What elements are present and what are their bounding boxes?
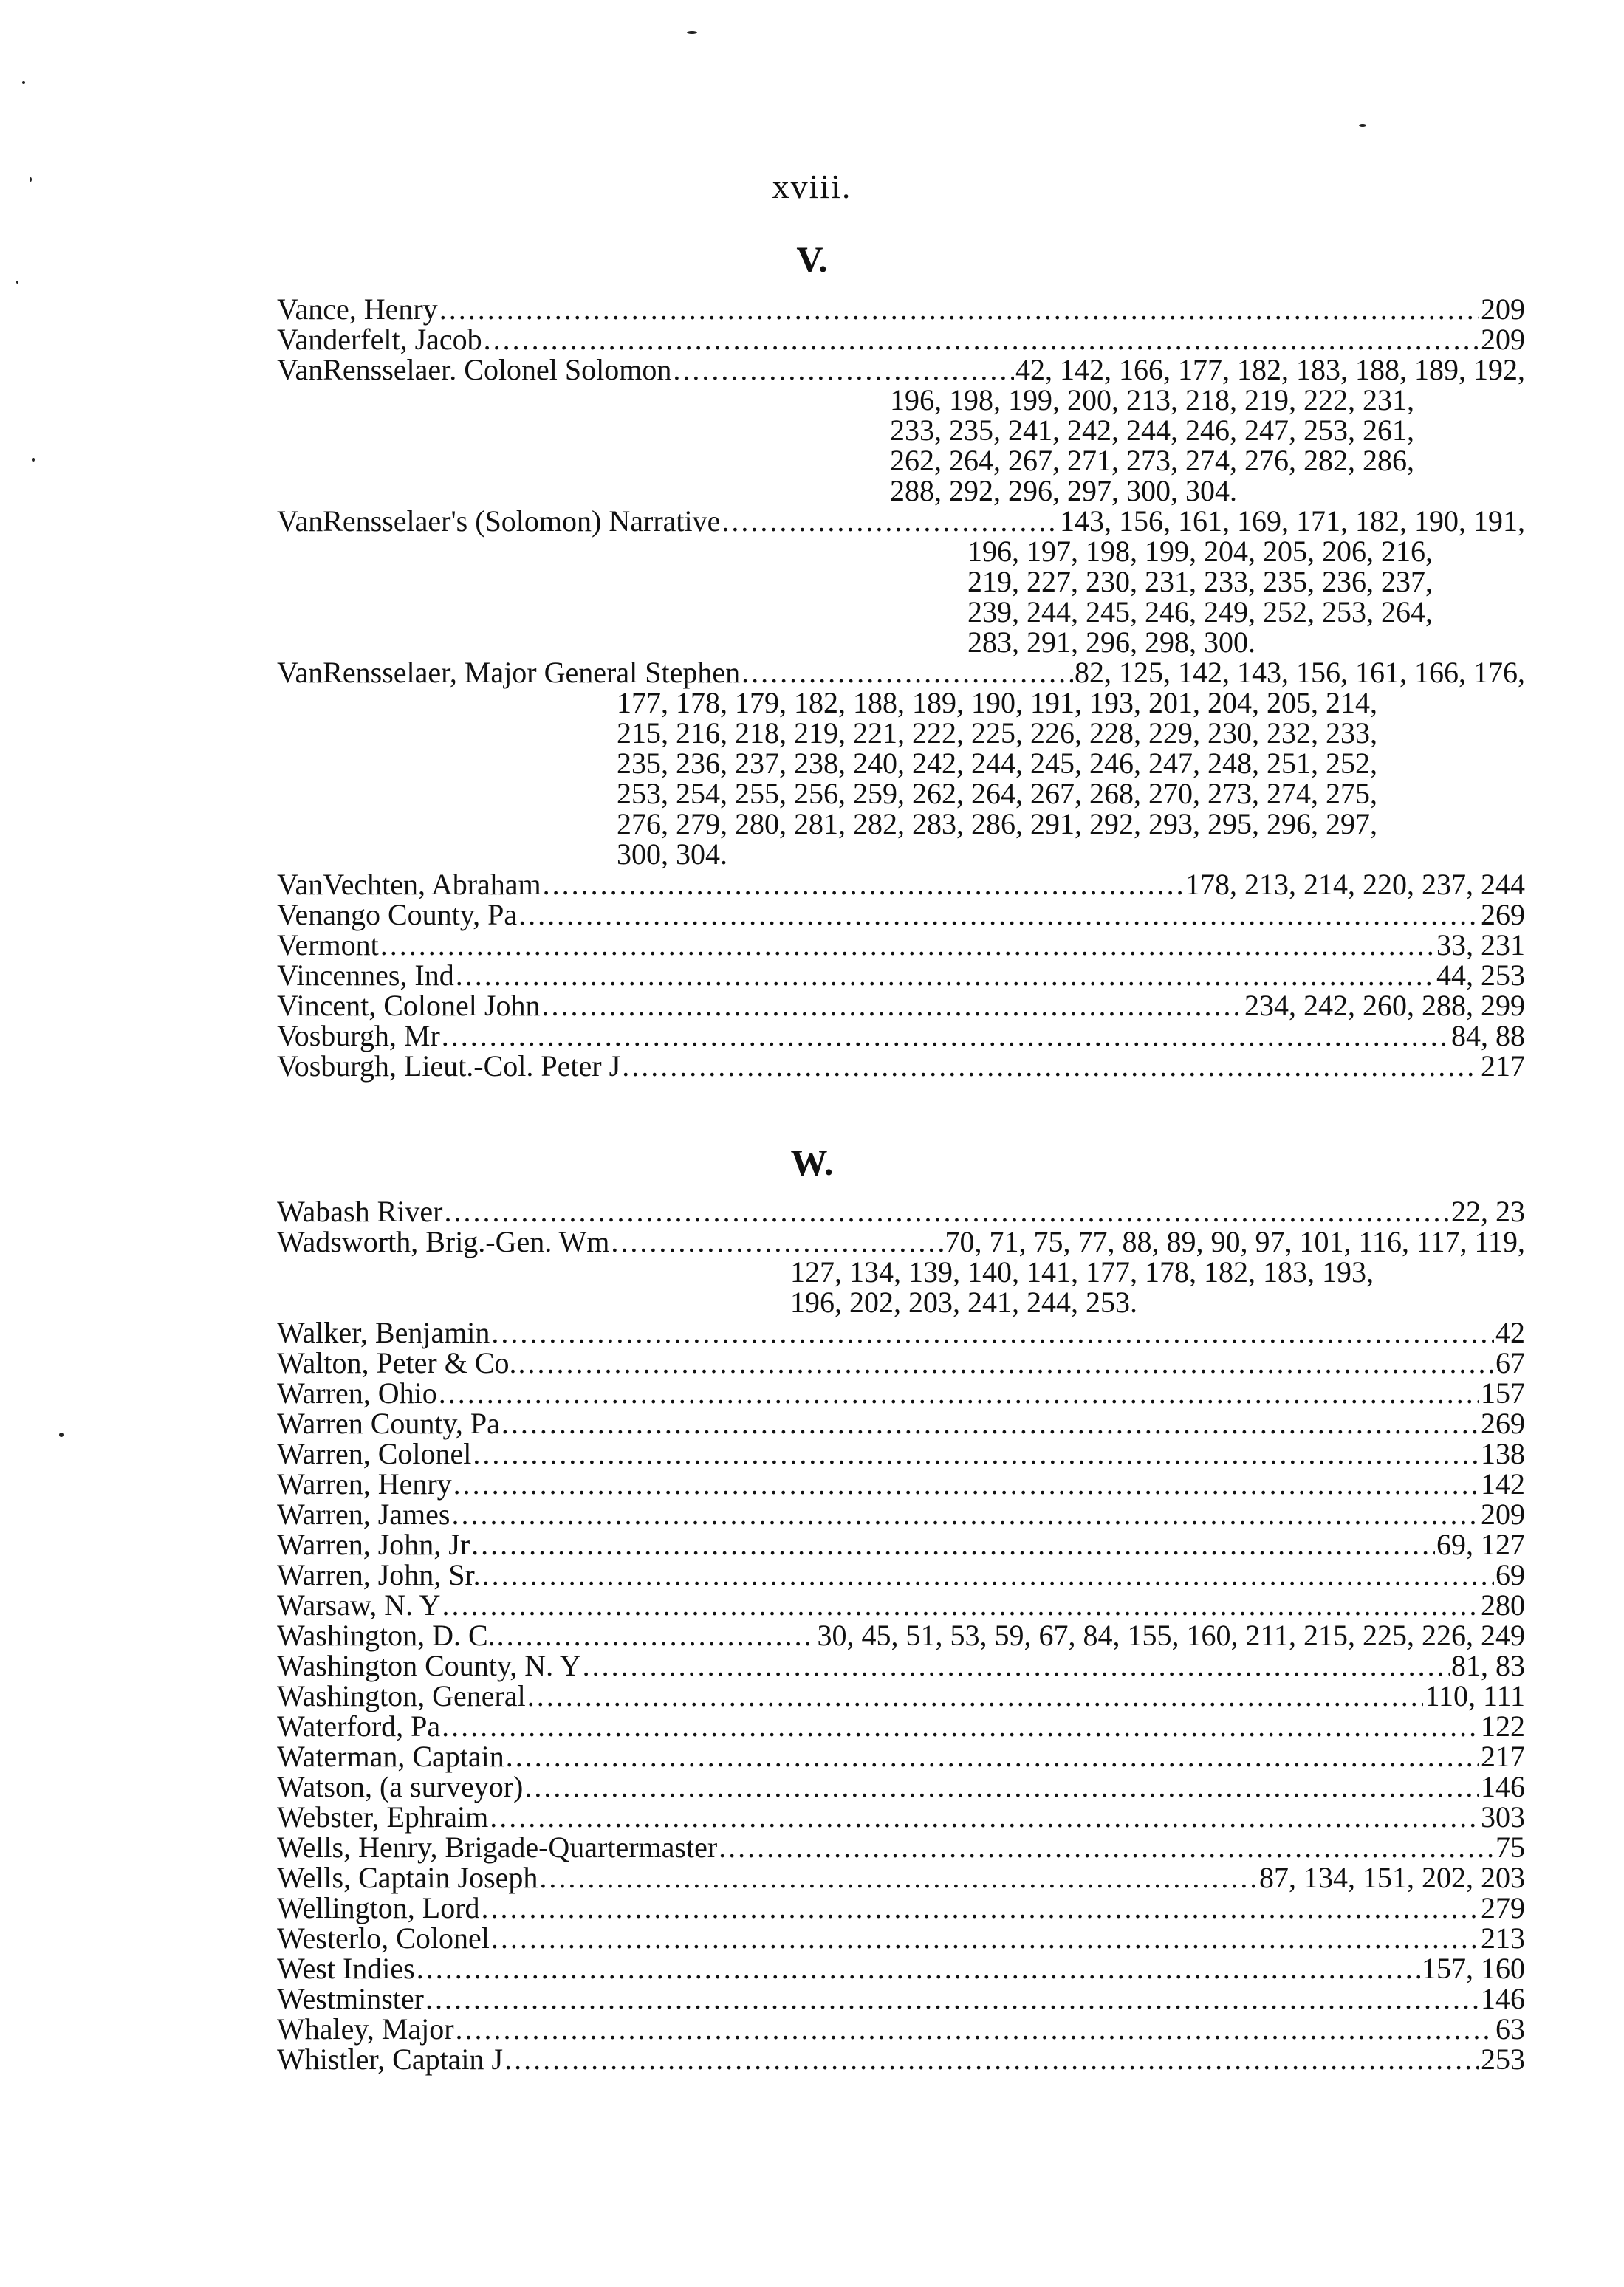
index-entry bbox=[277, 1196, 1525, 1227]
index-entry-line bbox=[277, 1499, 1525, 1529]
entry-pages-continued: 239, 244, 245, 246, 249, 252, 253, 264, bbox=[967, 595, 1433, 628]
dot-leader bbox=[524, 1772, 1479, 1802]
entry-pages-continued: 235, 236, 237, 238, 240, 242, 244, 245, 246, 247, 248, 251, 252, bbox=[617, 747, 1377, 780]
index-entry-line bbox=[277, 1862, 1525, 1893]
index-entry-line bbox=[277, 1378, 1525, 1408]
dot-leader bbox=[583, 1650, 1450, 1681]
index-entry bbox=[277, 1650, 1525, 1681]
entry-pages: 22, 23 bbox=[1451, 1195, 1525, 1228]
dot-leader bbox=[622, 1051, 1479, 1081]
index-entry-line bbox=[277, 657, 1525, 688]
index-entry-line bbox=[277, 1439, 1525, 1469]
index-entry-line bbox=[277, 1196, 1525, 1227]
dot-leader bbox=[527, 1681, 1424, 1711]
entry-name: Wells, Henry, Brigade-Quartermaster bbox=[277, 1831, 718, 1864]
index-entry bbox=[277, 1862, 1525, 1893]
index-entry-line bbox=[277, 294, 1525, 324]
index-entry bbox=[277, 1469, 1525, 1499]
index-entry bbox=[277, 869, 1525, 899]
index-entry-line bbox=[277, 899, 1525, 930]
index-entry bbox=[277, 1051, 1525, 1081]
index-entry bbox=[277, 1348, 1525, 1378]
entry-pages: 209 bbox=[1481, 1498, 1525, 1531]
entry-pages: 143, 156, 161, 169, 171, 182, 190, 191, bbox=[1060, 504, 1525, 538]
index-entry bbox=[277, 1711, 1525, 1741]
index-entry bbox=[277, 990, 1525, 1021]
entry-pages: 209 bbox=[1481, 323, 1525, 356]
entry-pages: 303 bbox=[1481, 1800, 1525, 1834]
section-letter-w: W. bbox=[790, 1142, 834, 1183]
index-entry bbox=[277, 1772, 1525, 1802]
entry-name: Washington County, N. Y bbox=[277, 1649, 581, 1682]
entry-name: Wellington, Lord bbox=[277, 1891, 480, 1924]
dot-leader bbox=[482, 1560, 1494, 1590]
entry-pages: 280 bbox=[1481, 1588, 1525, 1622]
entry-pages: 209 bbox=[1481, 292, 1525, 326]
index-entry-line bbox=[277, 869, 1525, 899]
index-entry-line bbox=[277, 324, 1525, 354]
index-entry-line bbox=[277, 1560, 1525, 1590]
entry-pages: 42 bbox=[1495, 1316, 1525, 1349]
entry-name: Washington, General bbox=[277, 1679, 526, 1712]
index-entry bbox=[277, 1560, 1525, 1590]
index-entry bbox=[277, 294, 1525, 324]
dot-leader bbox=[445, 1196, 1450, 1227]
entry-name: Watson, (a surveyor) bbox=[277, 1770, 524, 1803]
index-entry-line bbox=[277, 1021, 1525, 1051]
entry-pages: 70, 71, 75, 77, 88, 89, 90, 97, 101, 116, 117, 119, bbox=[945, 1225, 1525, 1258]
entry-pages-continued: 276, 279, 280, 281, 282, 283, 286, 291, 292, 293, 295, 296, 297, bbox=[617, 807, 1377, 840]
index-entry bbox=[277, 1590, 1525, 1620]
entry-pages-continued: 196, 202, 203, 241, 244, 253. bbox=[790, 1286, 1137, 1319]
entry-pages: 157, 160 bbox=[1422, 1952, 1525, 1985]
dot-leader bbox=[380, 930, 1435, 960]
entry-name: Vance, Henry bbox=[277, 292, 438, 326]
entry-pages-continued: 253, 254, 255, 256, 259, 262, 264, 267, 268, 270, 273, 274, 275, bbox=[617, 777, 1377, 810]
dot-leader bbox=[543, 869, 1184, 899]
entry-name: Westminster bbox=[277, 1982, 424, 2015]
index-entry-line bbox=[277, 930, 1525, 960]
entry-pages: 84, 88 bbox=[1451, 1019, 1525, 1052]
entry-pages: 122 bbox=[1481, 1710, 1525, 1743]
entry-name: Whistler, Captain J bbox=[277, 2043, 504, 2076]
dot-leader bbox=[490, 1802, 1479, 1832]
index-entry-line bbox=[277, 1741, 1525, 1772]
entry-pages: 30, 45, 51, 53, 59, 67, 84, 155, 160, 211, 215, 225, 226, 249 bbox=[817, 1619, 1525, 1652]
index-entry-line bbox=[277, 1681, 1525, 1711]
entry-pages: 110, 111 bbox=[1425, 1679, 1525, 1712]
dot-leader bbox=[491, 1317, 1494, 1348]
entry-pages-continued: 196, 197, 198, 199, 204, 205, 206, 216, bbox=[967, 535, 1433, 568]
dot-leader bbox=[719, 1832, 1494, 1862]
index-entry bbox=[277, 1893, 1525, 1923]
index-entry bbox=[277, 1953, 1525, 1983]
entry-name: Waterford, Pa bbox=[277, 1710, 441, 1743]
index-entry bbox=[277, 1681, 1525, 1711]
section-letter-v: V. bbox=[796, 239, 828, 280]
dot-leader bbox=[497, 1620, 816, 1650]
dot-leader bbox=[451, 1499, 1479, 1529]
index-entry bbox=[277, 324, 1525, 354]
entry-name: Warren, Colonel bbox=[277, 1437, 472, 1470]
index-entry-line bbox=[277, 1051, 1525, 1081]
dot-leader bbox=[673, 354, 1014, 385]
index-entry-line bbox=[277, 1711, 1525, 1741]
entry-name: Wadsworth, Brig.-Gen. Wm bbox=[277, 1225, 610, 1258]
index-entry bbox=[277, 1378, 1525, 1408]
dot-leader bbox=[506, 1741, 1479, 1772]
entry-pages: 63 bbox=[1495, 2012, 1525, 2046]
entry-name: Vosburgh, Mr bbox=[277, 1019, 440, 1052]
index-entry-line bbox=[277, 990, 1525, 1021]
dot-leader bbox=[501, 1408, 1479, 1439]
entry-name: Whaley, Major bbox=[277, 2012, 454, 2046]
entry-name: Vincennes, Ind bbox=[277, 959, 454, 992]
entry-pages: 87, 134, 151, 202, 203 bbox=[1259, 1861, 1525, 1894]
dot-leader bbox=[442, 1590, 1479, 1620]
index-entry-line bbox=[277, 2044, 1525, 2074]
index-entry bbox=[277, 2044, 1525, 2074]
entry-pages-continued: 219, 227, 230, 231, 233, 235, 236, 237, bbox=[967, 565, 1433, 598]
dot-leader bbox=[611, 1227, 943, 1257]
dot-leader bbox=[453, 1469, 1479, 1499]
index-entry bbox=[277, 1227, 1525, 1317]
entry-pages: 44, 253 bbox=[1436, 959, 1525, 992]
scan-speck bbox=[59, 1433, 64, 1437]
index-entry-line bbox=[277, 1469, 1525, 1499]
entry-name: Warren County, Pa bbox=[277, 1407, 500, 1440]
index-entry-line bbox=[277, 354, 1525, 385]
index-entry bbox=[277, 354, 1525, 506]
dot-leader bbox=[439, 1378, 1479, 1408]
entry-pages: 75 bbox=[1495, 1831, 1525, 1864]
entry-name: Waterman, Captain bbox=[277, 1740, 504, 1773]
dot-leader bbox=[518, 899, 1479, 930]
entry-pages-continued: 262, 264, 267, 271, 273, 274, 276, 282, 286, bbox=[890, 444, 1414, 477]
dot-leader bbox=[442, 1711, 1479, 1741]
index-entry bbox=[277, 1741, 1525, 1772]
index-section-v bbox=[277, 294, 1525, 1081]
entry-pages: 178, 213, 214, 220, 237, 244 bbox=[1185, 868, 1525, 901]
index-entry-line bbox=[277, 1650, 1525, 1681]
dot-leader bbox=[473, 1439, 1479, 1469]
entry-pages: 234, 242, 260, 288, 299 bbox=[1244, 989, 1525, 1022]
scan-speck bbox=[16, 281, 18, 284]
index-entry bbox=[277, 1802, 1525, 1832]
index-section-w bbox=[277, 1196, 1525, 2074]
entry-name: Warren, Henry bbox=[277, 1467, 452, 1501]
entry-pages: 67 bbox=[1495, 1346, 1525, 1379]
entry-name: Warsaw, N. Y bbox=[277, 1588, 441, 1622]
dot-leader bbox=[482, 1893, 1479, 1923]
entry-name: Venango County, Pa bbox=[277, 898, 518, 931]
entry-pages: 138 bbox=[1481, 1437, 1525, 1470]
entry-pages: 217 bbox=[1481, 1740, 1525, 1773]
index-entry-line bbox=[277, 1317, 1525, 1348]
entry-name: West Indies bbox=[277, 1952, 415, 1985]
entry-pages: 253 bbox=[1481, 2043, 1525, 2076]
entry-name: Vanderfelt, Jacob bbox=[277, 323, 482, 356]
index-entry-line bbox=[277, 1529, 1525, 1560]
index-entry bbox=[277, 930, 1525, 960]
entry-pages: 33, 231 bbox=[1436, 928, 1525, 961]
index-entry bbox=[277, 657, 1525, 869]
index-entry bbox=[277, 1529, 1525, 1560]
dot-leader bbox=[442, 1021, 1450, 1051]
entry-pages-continued: 233, 235, 241, 242, 244, 246, 247, 253, 261, bbox=[890, 414, 1414, 447]
entry-name: Westerlo, Colonel bbox=[277, 1921, 490, 1955]
entry-pages: 217 bbox=[1481, 1049, 1525, 1083]
entry-pages: 279 bbox=[1481, 1891, 1525, 1924]
entry-pages: 42, 142, 166, 177, 182, 183, 188, 189, 192, bbox=[1015, 353, 1525, 386]
index-entry-line bbox=[277, 1408, 1525, 1439]
entry-pages: 157 bbox=[1481, 1376, 1525, 1410]
entry-name: Warren, Ohio bbox=[277, 1376, 437, 1410]
dot-leader bbox=[491, 1923, 1479, 1953]
dot-leader bbox=[741, 657, 1073, 688]
index-entry-line bbox=[277, 1227, 1525, 1257]
entry-name: Webster, Ephraim bbox=[277, 1800, 489, 1834]
dot-leader bbox=[484, 324, 1479, 354]
scan-speck bbox=[687, 31, 697, 34]
index-entry-line bbox=[277, 1772, 1525, 1802]
dot-leader bbox=[504, 2044, 1479, 2074]
entry-pages-continued: 288, 292, 296, 297, 300, 304. bbox=[890, 474, 1237, 507]
index-entry bbox=[277, 1408, 1525, 1439]
index-entry bbox=[277, 1923, 1525, 1953]
entry-pages: 69 bbox=[1495, 1558, 1525, 1591]
entry-name: Vermont bbox=[277, 928, 379, 961]
dot-leader bbox=[417, 1953, 1420, 1983]
index-entry bbox=[277, 2014, 1525, 2044]
index-entry bbox=[277, 1832, 1525, 1862]
entry-name: Wabash River bbox=[277, 1195, 443, 1228]
scan-speck bbox=[22, 81, 25, 84]
entry-name: Warren, John, Jr bbox=[277, 1528, 470, 1561]
entry-pages-continued: 127, 134, 139, 140, 141, 177, 178, 182, 183, 193, bbox=[790, 1255, 1374, 1289]
dot-leader bbox=[471, 1529, 1435, 1560]
index-entry bbox=[277, 1439, 1525, 1469]
entry-pages: 69, 127 bbox=[1436, 1528, 1525, 1561]
entry-pages-continued: 177, 178, 179, 182, 188, 189, 190, 191, 193, 201, 204, 205, 214, bbox=[617, 686, 1377, 719]
index-entry-line bbox=[277, 506, 1525, 536]
index-entry bbox=[277, 960, 1525, 990]
entry-pages-continued: 300, 304. bbox=[617, 837, 727, 871]
index-entry-line bbox=[277, 1832, 1525, 1862]
dot-leader bbox=[518, 1348, 1494, 1378]
entry-name: VanRensselaer. Colonel Solomon bbox=[277, 353, 672, 386]
entry-pages-continued: 196, 198, 199, 200, 213, 218, 219, 222, 231, bbox=[890, 383, 1414, 416]
index-entry bbox=[277, 1620, 1525, 1650]
entry-name: Vosburgh, Lieut.-Col. Peter J bbox=[277, 1049, 621, 1083]
entry-pages: 269 bbox=[1481, 1407, 1525, 1440]
index-entry-line bbox=[277, 1893, 1525, 1923]
entry-name: Warren, James bbox=[277, 1498, 450, 1531]
entry-name: Washington, D. C. bbox=[277, 1619, 496, 1652]
index-entry-line bbox=[277, 1983, 1525, 2014]
index-entry-line bbox=[277, 2014, 1525, 2044]
entry-pages: 142 bbox=[1481, 1467, 1525, 1501]
scan-speck bbox=[32, 458, 35, 462]
entry-name: Wells, Captain Joseph bbox=[277, 1861, 538, 1894]
dot-leader bbox=[439, 294, 1479, 324]
dot-leader bbox=[456, 2014, 1494, 2044]
index-entry bbox=[277, 1499, 1525, 1529]
index-entry bbox=[277, 506, 1525, 657]
dot-leader bbox=[541, 990, 1243, 1021]
index-entry-line bbox=[277, 1348, 1525, 1378]
entry-name: Walker, Benjamin bbox=[277, 1316, 490, 1349]
index-entry-line bbox=[277, 960, 1525, 990]
page-number: xviii. bbox=[772, 168, 852, 205]
entry-pages-continued: 283, 291, 296, 298, 300. bbox=[967, 625, 1255, 659]
scan-speck bbox=[30, 177, 32, 182]
entry-name: VanVechten, Abraham bbox=[277, 868, 541, 901]
entry-name: VanRensselaer, Major General Stephen bbox=[277, 656, 741, 689]
index-entry-line bbox=[277, 1802, 1525, 1832]
entry-name: Vincent, Colonel John bbox=[277, 989, 541, 1022]
entry-pages-continued: 215, 216, 218, 219, 221, 222, 225, 226, 228, 229, 230, 232, 233, bbox=[617, 716, 1377, 750]
entry-pages: 82, 125, 142, 143, 156, 161, 166, 176, bbox=[1075, 656, 1525, 689]
index-entry bbox=[277, 1317, 1525, 1348]
entry-pages: 269 bbox=[1481, 898, 1525, 931]
dot-leader bbox=[722, 506, 1058, 536]
entry-pages: 146 bbox=[1481, 1770, 1525, 1803]
index-entry-line bbox=[277, 1590, 1525, 1620]
index-entry bbox=[277, 1983, 1525, 2014]
index-entry-line bbox=[277, 1953, 1525, 1983]
entry-pages: 213 bbox=[1481, 1921, 1525, 1955]
entry-name: VanRensselaer's (Solomon) Narrative bbox=[277, 504, 721, 538]
entry-pages: 146 bbox=[1481, 1982, 1525, 2015]
index-entry-line bbox=[277, 1923, 1525, 1953]
index-entry-line bbox=[277, 1620, 1525, 1650]
entry-pages: 81, 83 bbox=[1451, 1649, 1525, 1682]
index-entry bbox=[277, 899, 1525, 930]
dot-leader bbox=[456, 960, 1435, 990]
dot-leader bbox=[425, 1983, 1479, 2014]
scan-speck bbox=[1359, 124, 1366, 127]
entry-name: Warren, John, Sr. bbox=[277, 1558, 481, 1591]
entry-name: Walton, Peter & Co. bbox=[277, 1346, 517, 1379]
index-entry bbox=[277, 1021, 1525, 1051]
dot-leader bbox=[539, 1862, 1258, 1893]
